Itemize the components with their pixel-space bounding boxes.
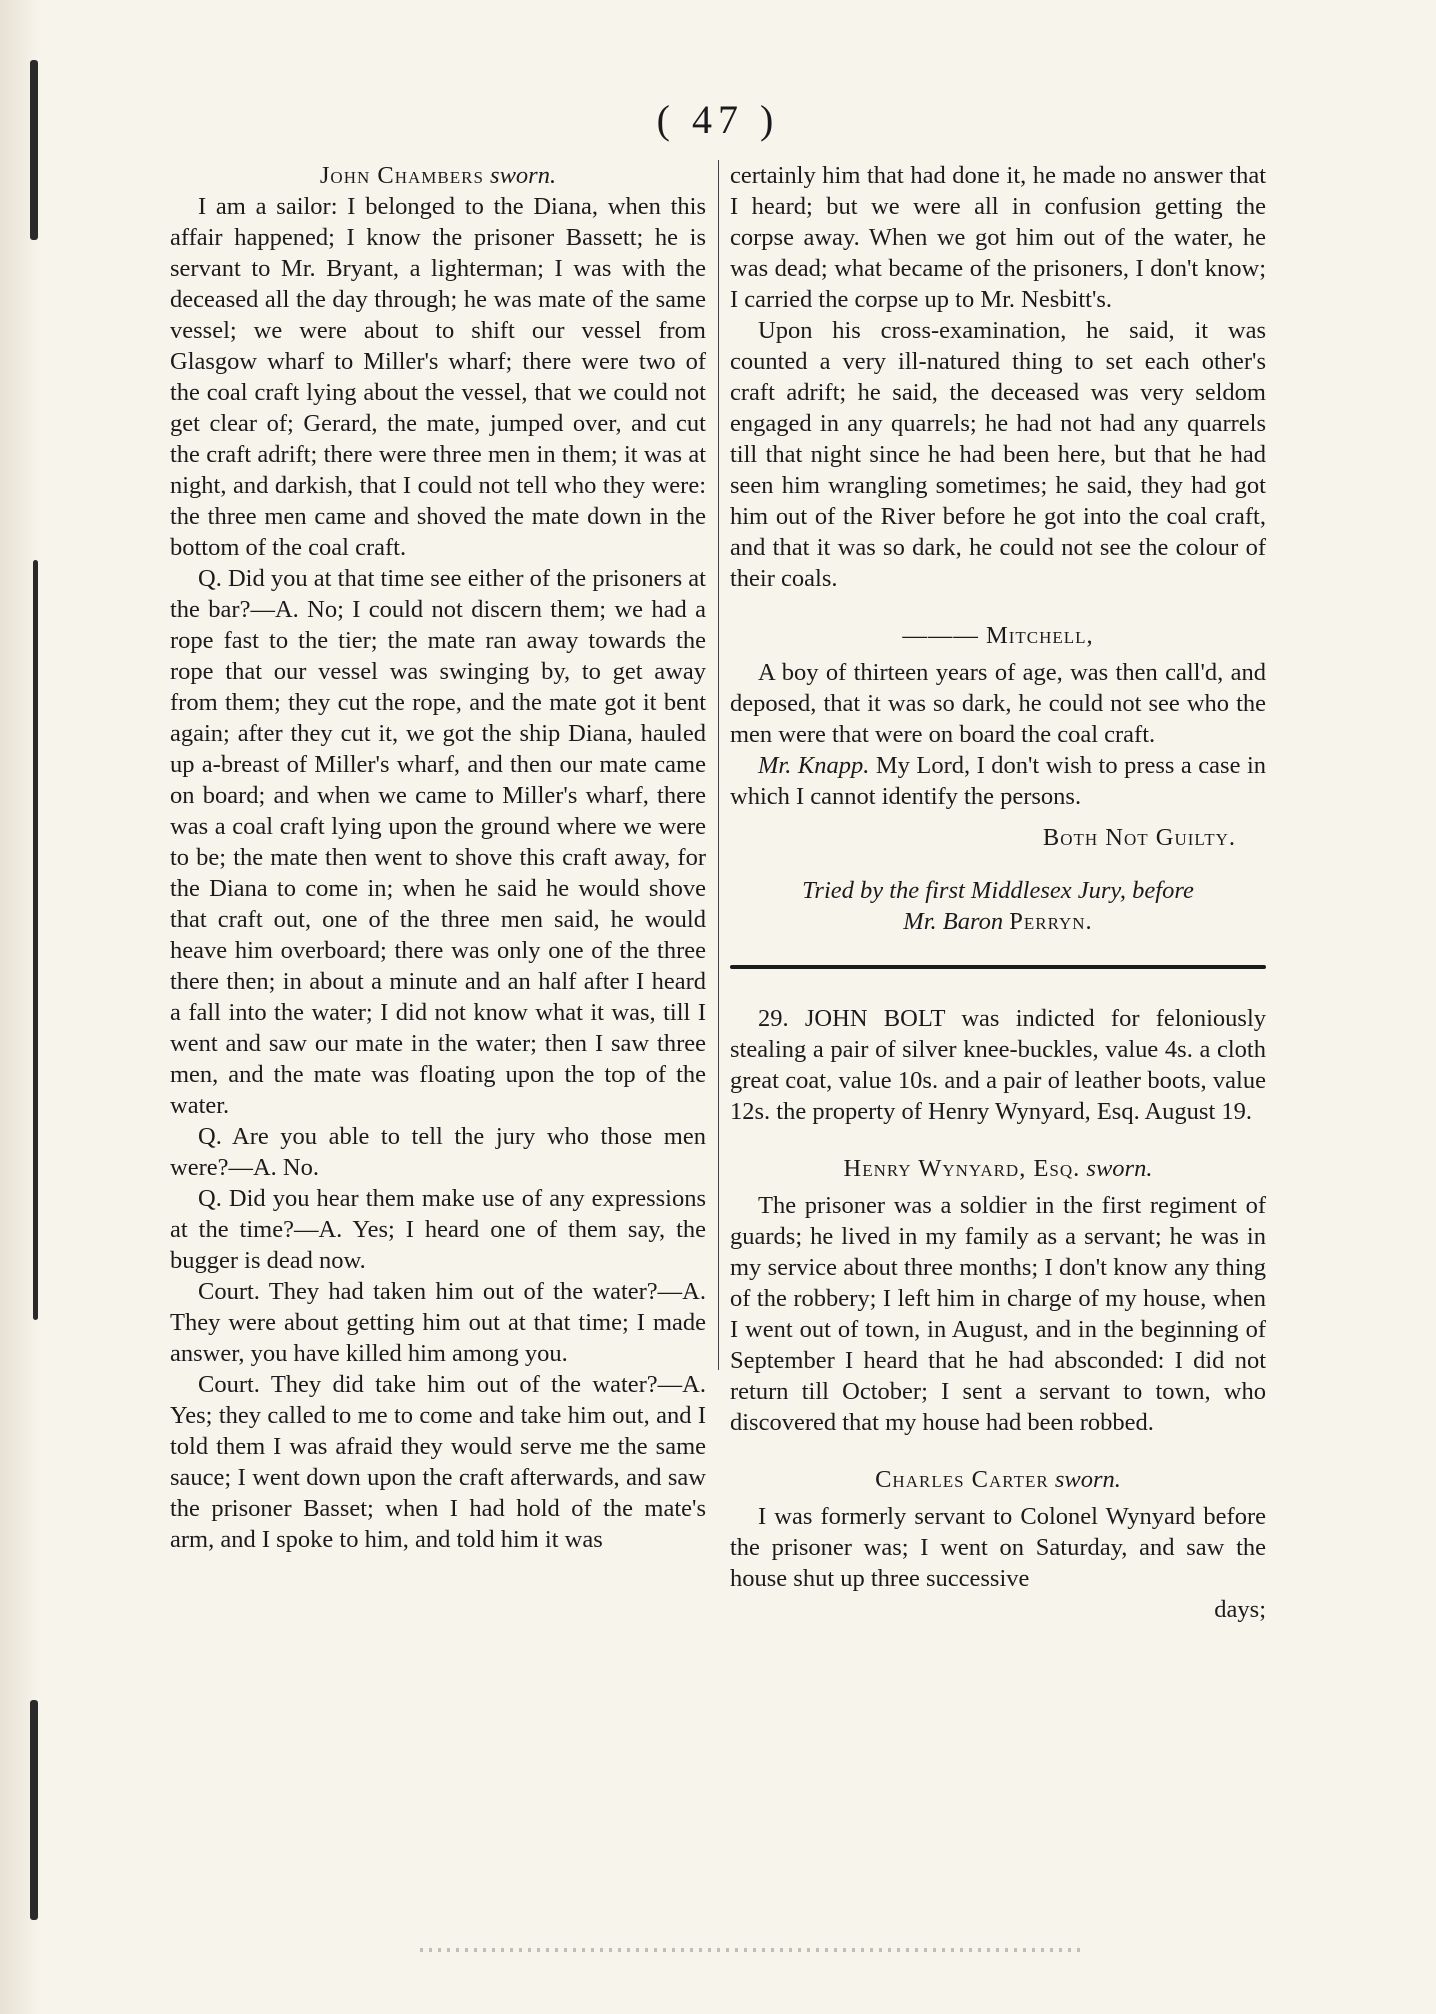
testimony-heading-carter: [730, 1464, 1266, 1495]
paragraph-knapp: [730, 750, 1266, 812]
verdict: Both Not Guilty.: [1042, 824, 1236, 851]
paragraph: I was formerly servant to Colonel Wynyard before the prisoner was; I went on Saturday, and saw the house shut up three successive: [730, 1503, 1266, 1592]
speaker-label: Mr. Knapp.: [758, 752, 870, 779]
tried-line-1: Tried by the first Middlesex Jury, before: [802, 877, 1194, 904]
paragraph: certainly him that had done it, he made no answer that I heard; but we were all in confusion getting the corpse away. When we got him out of the water, he was dead; what became of the prisoners, I don't know; I carried the corpse up to Mr. Nesbitt's.: [730, 162, 1266, 313]
page-number: ( 47 ): [656, 97, 780, 142]
witness-name: Charles Carter: [875, 1466, 1049, 1493]
right-column: [730, 160, 1266, 1625]
print-smudge: [420, 1948, 1080, 1952]
binding-shadow: [33, 560, 38, 1320]
sworn-label: sworn.: [1086, 1155, 1153, 1182]
paragraph: The prisoner was a soldier in the first regiment of guards; he lived in my family as a servant; he was in my service about three months; I don't know any thing of the robbery; I left him in charge of my house, when I went out of town, in August, and in the beginning of September I heard that he had absconded: I did not return till October; I sent a servant to town, who discovered that my house had been robbed.: [730, 1192, 1266, 1436]
paragraph: Court. They did take him out of the water?—A. Yes; they called to me to come and take him out, and I told them I was afraid they would serve me the same sauce; I went down upon the craft afterwards, and saw the prisoner Basset; when I had hold of the mate's arm, and I spoke to him, and told him it was: [170, 1371, 706, 1553]
witness-name: Henry Wynyard, Esq.: [843, 1155, 1081, 1182]
sworn-label: sworn.: [490, 162, 557, 189]
paragraph: Upon his cross-examination, he said, it was counted a very ill-natured thing to set each other's craft adrift; he said, the deceased was very seldom engaged in any quarrels; he had not had any quarrels till that night since he had been here, but that he had seen him wrangling sometimes; he said, they had got him out of the River before he got into the coal craft, and that it was so dark, he could not see the colour of their coals.: [730, 317, 1266, 592]
witness-name: John Chambers: [319, 162, 484, 189]
sworn-label: sworn.: [1054, 1466, 1121, 1493]
testimony-heading-wynyard: [730, 1153, 1266, 1184]
testimony-heading-chambers: [170, 160, 706, 191]
catchword: days;: [1214, 1596, 1266, 1623]
section-rule: [730, 965, 1266, 969]
tried-line-2-prefix: Mr. Baron: [903, 908, 1004, 935]
page-binding-edge: [0, 0, 40, 2014]
column-divider: [718, 160, 719, 1370]
paragraph: A boy of thirteen years of age, was then call'd, and deposed, that it was so dark, he could not see who the men were that were on board the coal craft.: [730, 659, 1266, 748]
testimony-heading-mitchell: ——— Mitchell,: [902, 622, 1094, 649]
paragraph: Q. Did you hear them make use of any expressions at the time?—A. Yes; I heard one of them say, the bugger is dead now.: [170, 1185, 706, 1274]
paragraph: I am a sailor: I belonged to the Diana, when this affair happened; I know the prisoner Bassett; he is servant to Mr. Bryant, a lighterman; I was with the deceased all the day through; he was mate of the same vessel; we were about to shift our vessel from Glasgow wharf to Miller's wharf; there were two of the coal craft lying about the vessel, that we could not get clear of; Gerard, the mate, jumped over, and cut the craft adrift; there were three men in them; it was at night, and darkish, that I could not tell who they were: the three men came and shoved the mate down in the bottom of the coal craft.: [170, 193, 706, 561]
paragraph: Court. They had taken him out of the water?—A. They were about getting him out at that time; I made answer, you have killed him among you.: [170, 1278, 706, 1367]
binding-shadow: [30, 1700, 38, 1920]
tried-line: [730, 875, 1266, 937]
paragraph: Q. Are you able to tell the jury who those men were?—A. No.: [170, 1123, 706, 1181]
judge-name: Perryn.: [1009, 908, 1093, 935]
paragraph: Q. Did you at that time see either of the prisoners at the bar?—A. No; I could not discern them; we had a rope fast to the tier; the mate ran away towards the rope that our vessel was swinging by, to get away from them; they cut the rope, and the mate got it bent again; after they cut it, we got the ship Diana, hauled up a-breast of Miller's wharf, and then our mate came on board; and when we came to Miller's wharf, there was a coal craft lying upon the ground where we were to be; the mate then went to shove this craft away, for the Diana to come in; when he said he would shove that craft out, one of the three men said, he would heave him overboard; there was only one of the three there then; in about a minute and an half after I heard a fall into the water; I did not know what it was, till I went and saw our mate in the water; then I saw three men, and the mate was floating upon the top of the water.: [170, 565, 706, 1119]
left-column: [170, 160, 706, 1555]
binding-shadow: [30, 60, 38, 240]
indictment-paragraph: 29. JOHN BOLT was indicted for feloniously stealing a pair of silver knee-buckles, value 4s. a cloth great coat, value 10s. and a pair of leather boots, value 12s. the property of Henry Wynyard, Esq. August 19.: [730, 1005, 1266, 1125]
speech-text: My Lord, I don't wish to press a case in which I cannot identify the persons.: [730, 752, 1266, 810]
